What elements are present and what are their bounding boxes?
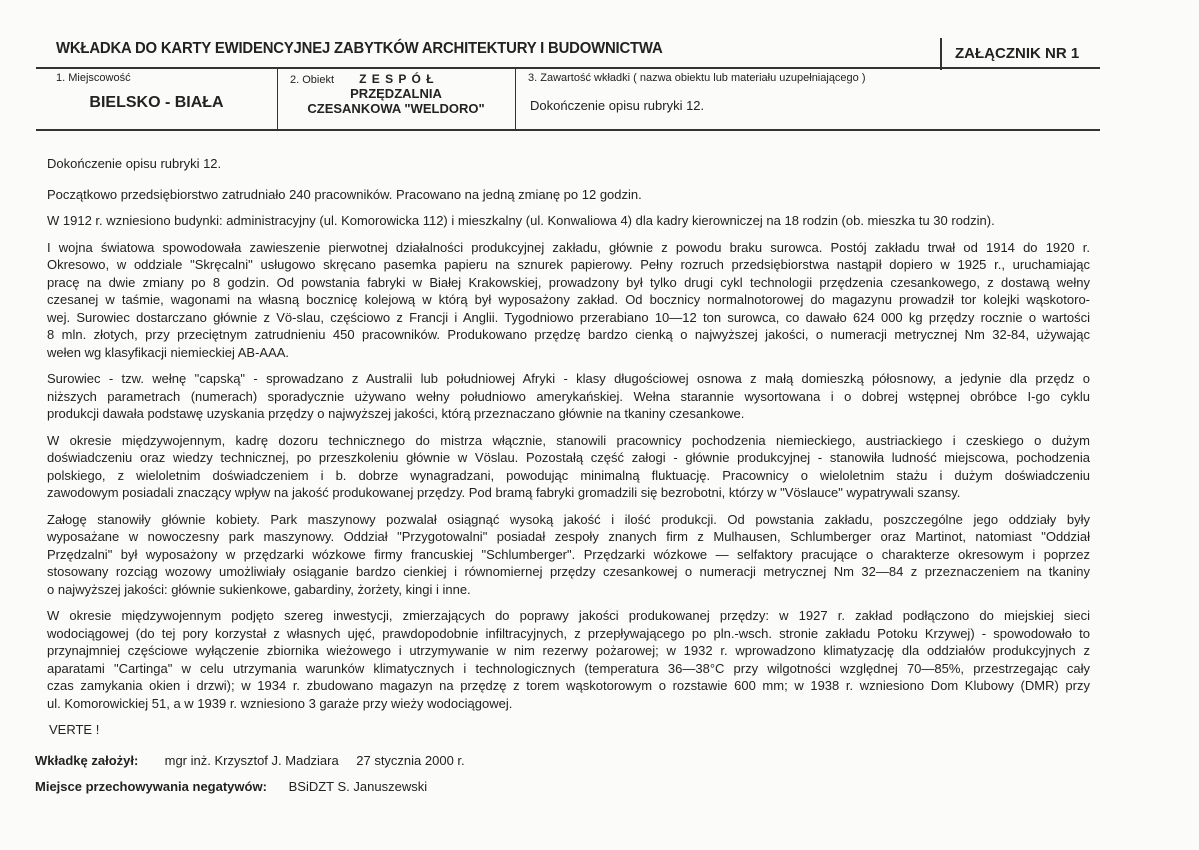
- negatives-value: BSiDZT S. Januszewski: [288, 779, 428, 794]
- author-value: mgr inż. Krzysztof J. Madziara: [164, 752, 339, 768]
- paragraph-line: W 1912 r. wzniesiono budynki: administracyjny (ul. Komorowicka 112) i mieszkalny (ul. Konwaliowa 4) dla kadry kierowniczej na 18 rodzin (ob. mieszka tu 30 rodzin).: [47, 213, 995, 228]
- paragraph-line: Surowiec - tzw. wełnę "capską" - sprowadzano z Australii lub południowej Afryki - klasy długościowej osnowa z małą domieszką półosnowy, a jedynie dla przędz o: [47, 371, 1090, 386]
- paragraph: [47, 432, 1090, 502]
- verte-note: VERTE !: [49, 722, 100, 737]
- object-type: Z E S P Ó Ł: [359, 72, 435, 86]
- object-label: [290, 72, 435, 86]
- paragraph-line: wyposażane w nowoczesny park maszynowy. Oddział "Przygotowalni" posiadał zespoły znanych firm z Mulhausen, Schlumberger oraz Martinot, natomiast "Oddział: [47, 529, 1090, 544]
- paragraph-line: czesanej w taśmie, wagonami na własną bocznicę kolejową w którą był wyposażony zakład. Od bocznicy normalnotorowej do magazynu prowadził tor kolejki wąskotoro-: [47, 292, 1090, 307]
- paragraph-line: o najwyższej jakości: głównie sukienkowe, gabardiny, żorżety, kingi i inne.: [47, 581, 471, 597]
- location-value: BIELSKO - BIAŁA: [89, 94, 224, 111]
- annex-number: ZAŁĄCZNIK NR 1: [955, 45, 1080, 62]
- divider: [940, 38, 942, 70]
- paragraph: [47, 607, 1090, 712]
- author-label: Wkładkę założył:: [35, 752, 139, 768]
- object-label-text: 2. Obiekt: [290, 74, 335, 86]
- paragraph: [47, 212, 1090, 230]
- paragraph: [47, 155, 1090, 173]
- paragraph-line: ul. Komorowickiej 51, a w 1939 r. wzniesiono 3 garaże przy wieży wodociągowej.: [47, 695, 513, 711]
- author-date: 27 stycznia 2000 r.: [356, 752, 465, 768]
- paragraph-line: aparatami "Cartinga" w celu utrzymania warunków klimatycznych i technologicznych (temperatura 36—38°C przy wilgotności względnej 70—85%, przestrzegając cały: [47, 660, 1090, 676]
- paragraph-line: I wojna światowa spowodowała zawieszenie pierwotnej działalności produkcyjnej zakładu, głównie z powodu braku surowca. Postój zakładu trwał od 1914 do 1920 r.: [47, 239, 1090, 255]
- paragraph-line: Okresowo, w oddziale "Skręcalni" usługowo skręcano pasemka papieru na sznurek papierowy. Pełny rozruch przedsiębiorstwa nastąpił dopiero w 1925 r., uruchamiając: [47, 257, 1090, 272]
- paragraph-line: W okresie międzywojennym podjęto szereg inwestycji, zmierzających do poprawy jakości produkowanej przędzy: w 1927 r. zakład podłączono do miejskiej sieci: [47, 608, 1090, 623]
- divider: [515, 68, 516, 130]
- paragraph-line: 8 mln. złotych, przy przeciętnym zatrudnieniu 450 pracowników. Produkowano przędzę bardzo cienką o najwyższej jakości, o numeracji metrycznej Nm 32-84, używając: [47, 327, 1090, 342]
- document-body: [35, 155, 1090, 796]
- paragraph-line: zawodowym posiadali znaczący wpływ na jakość produkowanej przędzy. Pod bramą fabryki gromadzili się bezrobotni, którzy w "Vöslauce" wypatrywali szansy.: [47, 485, 961, 500]
- object-value: [277, 86, 515, 116]
- object-name-line-2: CZESANKOWA "WELDORO": [307, 101, 485, 116]
- paragraph-line: czas zamykania okien i drzwi); w 1934 r. zbudowano magazyn na przędzę z torem wąskotorowym o rozstawie 600 mm; w 1938 r. wzniesiono Dom Klubowy (DMR) przy: [47, 678, 1090, 693]
- content-label: 3. Zawartość wkładki ( nazwa obiektu lub materiału uzupełniającego ): [528, 72, 866, 84]
- paragraph-line: Przędzalni" był wyposażony w przędzarki wózkowe firmy francuskiej "Schlumberger". Przędzarki wózkowe — selfaktory pracujące o charakterze okresowym i poprzez: [47, 546, 1090, 562]
- paragraph: [47, 370, 1090, 423]
- paragraph: [47, 186, 1090, 204]
- form-title: WKŁADKA DO KARTY EWIDENCYJNEJ ZABYTKÓW ARCHITEKTURY I BUDOWNICTWA: [56, 40, 663, 57]
- negatives-label: Miejsce przechowywania negatywów:: [35, 779, 267, 794]
- paragraph: [47, 511, 1090, 599]
- paragraph-line: Załogę stanowiły głównie kobiety. Park maszynowy pozwalał osiągnąć wysoką jakość i ilość produkcji. Od powstania zakładu, poszczególne jego oddziały były: [47, 511, 1090, 527]
- paragraph-line: niższych parametrach (numerach) sporadycznie używano wełny południowo amerykańskiej. Wełna starannie wysortowana i o dobrej wstępnej obróbce I-go cyklu: [47, 388, 1090, 404]
- paragraph-line: pracę na dwie zmiany po 8 godzin. Od powstania fabryki w Białej Krakowskiej, prowadzony był tylko drugi cykl technologii przędzenia czesankowego, z dostawą wełny: [47, 274, 1090, 290]
- negatives-row: [35, 778, 1090, 796]
- paragraph-line: wej. Surowiec dostarczano głównie z Vö-slau, częściowo z Francji i Anglii. Tygodniowo przerabiano 10—12 ton surowca, co dawało 624 000 kg przędzy rocznie o wartości: [47, 309, 1090, 325]
- divider: [36, 67, 1100, 69]
- paragraph-line: wełen wg klasyfikacji niemieckiej AB-AAA.: [47, 344, 290, 360]
- paragraph-line: Dokończenie opisu rubryki 12.: [47, 156, 222, 171]
- location-label: 1. Miejscowość: [56, 72, 131, 84]
- paragraph-line: wodociągowej (do tej pory korzystał z własnych ujęć, prawdopodobnie infiltracyjnych, z przepływającego po pln.-wsch. stronie zakładu Potoku Krzywej) - spowodowało to: [47, 625, 1090, 641]
- paragraph-line: produkcji dawała podstawę uzyskania przędzy o najwyższej jakości, którą przeznaczano głównie na tkaniny czesankowe.: [47, 406, 745, 421]
- paragraph-line: Początkowo przedsiębiorstwo zatrudniało 240 pracowników. Pracowano na jedną zmianę po 12 godzin.: [47, 186, 642, 202]
- paragraph-line: doświadczeniu oraz wiedzy technicznej, po przeszkoleniu głównie w Vöslau. Pozostałą część załogi - głównie produkcyjnej - stanowiła ludność miejscowa, pochodzenia: [47, 450, 1090, 465]
- content-value: Dokończenie opisu rubryki 12.: [530, 98, 705, 113]
- paragraph-line: W okresie międzywojennym, kadrę dozoru technicznego do mistrza włącznie, stanowili pracownicy pochodzenia niemieckiego, austriackiego i czeskiego o dużym: [47, 432, 1090, 448]
- paragraph: [47, 239, 1090, 362]
- object-name-line-1: PRZĘDZALNIA: [350, 86, 442, 101]
- divider: [36, 129, 1100, 131]
- author-row: [35, 752, 1090, 770]
- paragraph-line: przynajmniej częściowe wyłączenie zbiornika wieżowego i utrzymywanie w nim rezerwy pożarowej; w 1932 r. wprowadzono klimatyzację dla oddziałów produkcyjnych z: [47, 643, 1090, 658]
- paragraph-line: polskiego, z wieloletnim doświadczeniem i b. dobrze wynagradzani, powodując minimalną fluktuację. Pracownicy o wieloletnim stażu i dużym doświadczeniu: [47, 467, 1090, 483]
- paragraph-line: stosowany rozciąg wozowy umożliwiały osiąganie bardzo cienkiej i równomiernej przędzy czesankowej o numeracji metrycznej Nm 32—84 z przeznaczeniem na tkaniny: [47, 564, 1090, 579]
